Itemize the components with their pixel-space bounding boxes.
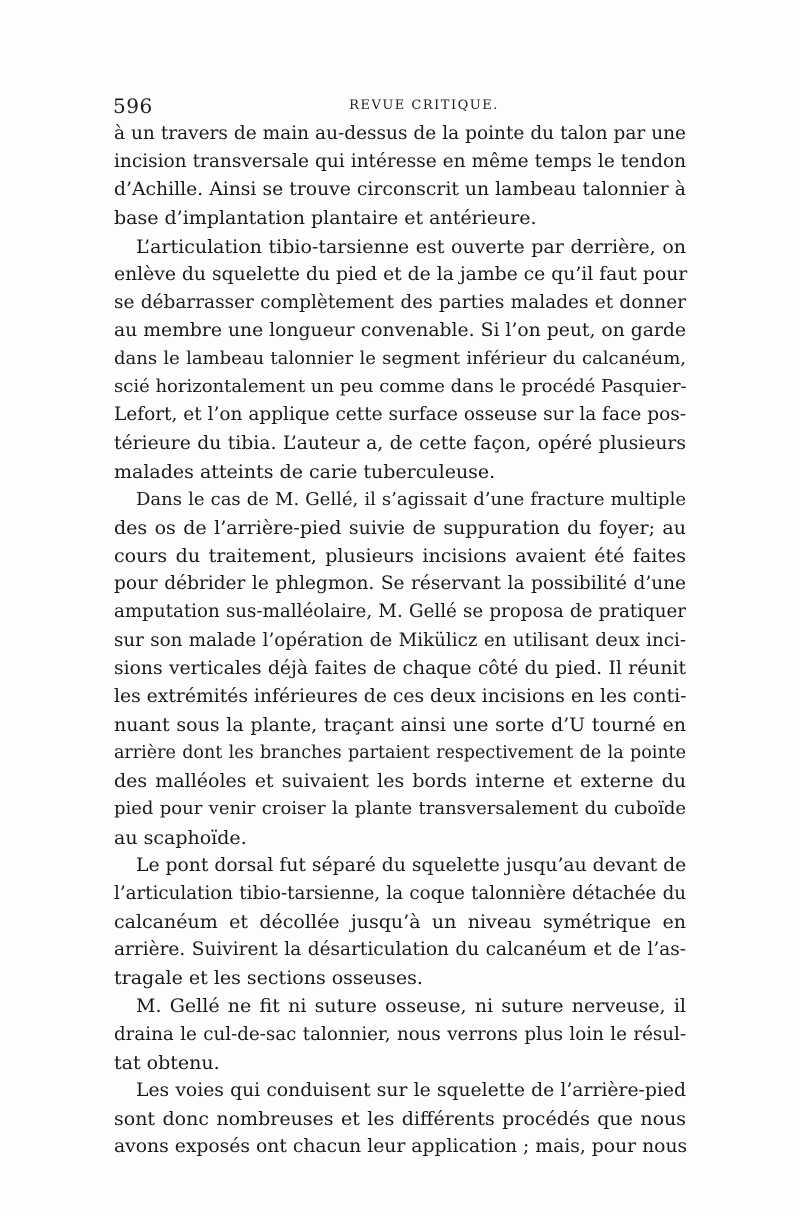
text-line: tat obtenu.: [114, 1051, 220, 1074]
text-line: Dans le cas de M. Gellé, il s’agissait d’une fracture multiple: [136, 488, 686, 510]
text-line: dans le lambeau talonnier le segment inférieur du calcanéum,: [114, 348, 686, 370]
text-line: Lefort, et l’on applique cette surface osseuse sur la face pos-: [114, 404, 686, 426]
text-line: pour débrider le phlegmon. Se réservant la possibilité d’une: [114, 573, 686, 595]
text-line: amputation sus-malléolaire, M. Gellé se proposa de pratiquer: [114, 601, 686, 623]
text-line: pied pour venir croiser la plante transversalement du cuboïde: [114, 798, 686, 820]
text-line: avons exposés ont chacun leur application ; mais, pour nous: [114, 1136, 688, 1158]
text-line: au scaphoïde.: [114, 826, 247, 849]
text-line: enlève du squelette du pied et de la jambe ce qu’il faut pour: [114, 263, 688, 285]
text-line: malades atteints de carie tuberculeuse.: [114, 460, 496, 483]
text-line: arrière dont les branches partaient respectivement de la pointe: [114, 743, 686, 764]
text-line: d’Achille. Ainsi se trouve circonscrit un lambeau talonnier à: [114, 179, 686, 201]
text-line: sur son malade l’opération de Mikülicz en utilisant deux inci-: [114, 629, 686, 651]
running-head: REVUE CRITIQUE.: [349, 98, 499, 113]
text-line: sions verticales déjà faites de chaque côté du pied. Il réunit: [114, 657, 686, 679]
text-line: M. Gellé ne fit ni suture osseuse, ni suture nerveuse, il: [136, 995, 686, 1018]
body-text: [114, 120, 686, 1161]
text-line: scié horizontalement un peu comme dans le procédé Pasquier-: [114, 376, 687, 398]
text-line: nuant sous la plante, traçant ainsi une sorte d’U tourné en: [114, 713, 686, 736]
text-line: calcanéum et décollée jusqu’à un niveau symétrique en: [114, 910, 686, 933]
page-header: [113, 94, 685, 118]
text-line: draina le cul-de-sac talonnier, nous verrons plus loin le résul-: [114, 1023, 686, 1045]
text-line: des os de l’arrière-pied suivie de suppuration du foyer; au: [114, 516, 686, 539]
text-line: Le pont dorsal fut séparé du squelette jusqu’au devant de: [136, 854, 687, 876]
text-line: l’articulation tibio-tarsienne, la coque talonnière détachée du: [114, 882, 686, 904]
text-line: à un travers de main au-dessus de la pointe du talon par une: [114, 123, 686, 144]
text-line: térieure du tibia. L’auteur a, de cette façon, opéré plusieurs: [114, 432, 686, 454]
text-line: des malléoles et suivaient les bords interne et externe du: [114, 770, 686, 793]
text-line: sont donc nombreuses et les différents procédés que nous: [114, 1107, 686, 1130]
text-line: les extrémités inférieures de ces deux incisions en les conti-: [114, 685, 687, 707]
text-line: incision transversale qui intéresse en même temps le tendon: [114, 151, 686, 173]
text-line: L’articulation tibio-tarsienne est ouverte par derrière, on: [136, 235, 686, 258]
text-line: base d’implantation plantaire et antérieure.: [114, 207, 537, 230]
text-line: se débarrasser complètement des parties malades et donner: [114, 291, 686, 313]
text-line: Les voies qui conduisent sur le squelette de l’arrière-pied: [136, 1079, 686, 1101]
text-line: arrière. Suivirent la désarticulation du calcanéum et de l’as-: [114, 939, 686, 961]
text-line: tragale et les sections osseuses.: [114, 967, 423, 990]
page-number: 596: [113, 94, 153, 118]
text-line: cours du traitement, plusieurs incisions avaient été faites: [114, 545, 686, 568]
text-line: au membre une longueur convenable. Si l’on peut, on garde: [114, 319, 686, 341]
